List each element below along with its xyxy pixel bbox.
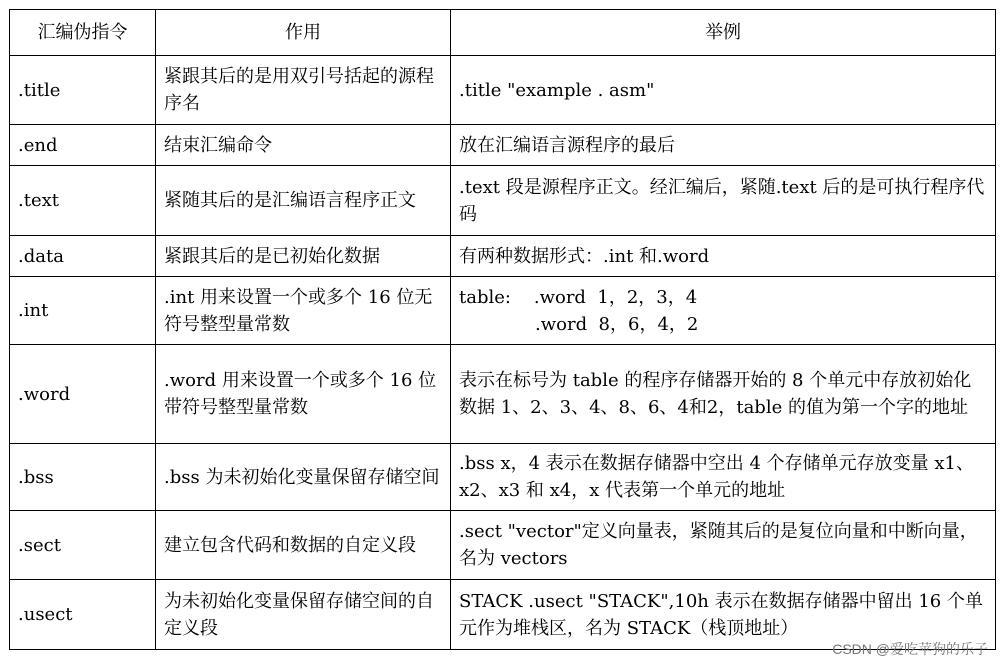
watermark: CSDN @爱吃苹狗的乐子: [832, 641, 988, 657]
table-row: [10, 236, 996, 277]
example-cell: 放在汇编语言源程序的最后: [451, 125, 996, 166]
table-row: [10, 166, 996, 236]
purpose-cell: .bss 为未初始化变量保留存储空间: [156, 444, 451, 511]
directive-table: [9, 9, 996, 650]
purpose-cell: 紧跟其后的是已初始化数据: [156, 236, 451, 277]
directive-cell: .sect: [10, 511, 156, 580]
purpose-cell: 紧跟其后的是用双引号括起的源程序名: [156, 56, 451, 125]
purpose-cell: 为未初始化变量保留存储空间的自定义段: [156, 580, 451, 650]
directive-cell: .int: [10, 277, 156, 345]
directive-cell: .bss: [10, 444, 156, 511]
example-cell: .sect "vector"定义向量表，紧随其后的是复位向量和中断向量，名为 vectors: [451, 511, 996, 580]
header-directive: 汇编伪指令: [10, 10, 156, 56]
purpose-cell: 建立包含代码和数据的自定义段: [156, 511, 451, 580]
purpose-cell: .int 用来设置一个或多个 16 位无符号整型量常数: [156, 277, 451, 345]
directive-cell: .title: [10, 56, 156, 125]
directive-cell: .data: [10, 236, 156, 277]
table-row: [10, 56, 996, 125]
example-cell: .bss x，4 表示在数据存储器中空出 4 个存储单元存放变量 x1、x2、x3 和 x4，x 代表第一个单元的地址: [451, 444, 996, 511]
directive-cell: .text: [10, 166, 156, 236]
purpose-cell: 紧随其后的是汇编语言程序正文: [156, 166, 451, 236]
example-cell: [451, 277, 996, 345]
header-example: 举例: [451, 10, 996, 56]
directive-cell: .end: [10, 125, 156, 166]
example-cell: 表示在标号为 table 的程序存储器开始的 8 个单元中存放初始化数据 1、2、3、4、8、6、4和2，table 的值为第一个字的地址: [451, 345, 996, 444]
example-cell: .text 段是源程序正文。经汇编后，紧随.text 后的是可执行程序代码: [451, 166, 996, 236]
example-cell: STACK .usect "STACK",10h 表示在数据存储器中留出 16 个单元作为堆栈区，名为 STACK（栈顶地址）: [451, 580, 996, 650]
table-row: [10, 511, 996, 580]
example-cell: .title "example . asm": [451, 56, 996, 125]
header-purpose: 作用: [156, 10, 451, 56]
directive-cell: .word: [10, 345, 156, 444]
table-row: [10, 125, 996, 166]
example-line: table: .word 1，2，3，4: [459, 286, 698, 308]
example-cell: 有两种数据形式：.int 和.word: [451, 236, 996, 277]
directive-cell: .usect: [10, 580, 156, 650]
header-row: [10, 10, 996, 56]
purpose-cell: .word 用来设置一个或多个 16 位带符号整型量常数: [156, 345, 451, 444]
purpose-cell: 结束汇编命令: [156, 125, 451, 166]
table-row: [10, 345, 996, 444]
example-line: .word 8，6，4，2: [535, 313, 699, 335]
table-row: [10, 277, 996, 345]
table-row: [10, 444, 996, 511]
